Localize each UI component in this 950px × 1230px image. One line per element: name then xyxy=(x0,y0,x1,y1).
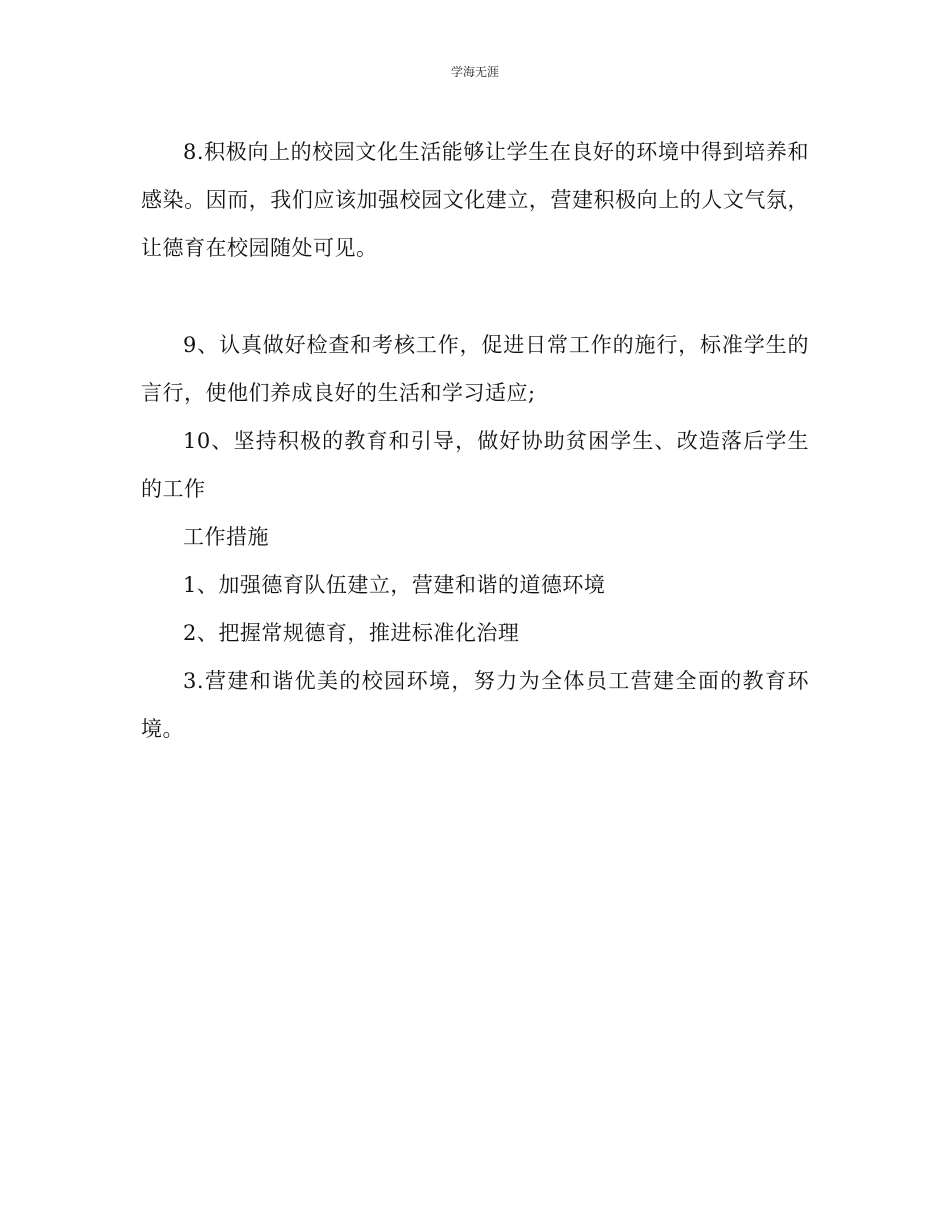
paragraph-item-8: 8.积极向上的校园文化生活能够让学生在良好的环境中得到培养和感染。因而，我们应该加强校园文化建立，营建积极向上的人文气氛，让德育在校园随处可见。 xyxy=(141,140,809,260)
paragraph-item-9: 9、认真做好检查和考核工作，促进日常工作的施行，标准学生的言行，使他们养成良好的生活和学习适应; xyxy=(141,333,809,405)
measure-item-1: 1、加强德育队伍建立，营建和谐的道德环境 xyxy=(183,573,606,597)
document-body xyxy=(141,128,809,753)
paragraph-gap xyxy=(141,272,809,321)
section-heading-work-measures: 工作措施 xyxy=(183,525,269,549)
page-header: 学海无涯 xyxy=(450,65,499,79)
measure-item-2: 2、把握常规德育，推进标准化治理 xyxy=(183,621,520,645)
measure-item-3: 3.营建和谐优美的校园环境，努力为全体员工营建全面的教育环境。 xyxy=(141,669,809,741)
paragraph-item-10: 10、坚持积极的教育和引导，做好协助贫困学生、改造落后学生的工作 xyxy=(141,429,809,501)
